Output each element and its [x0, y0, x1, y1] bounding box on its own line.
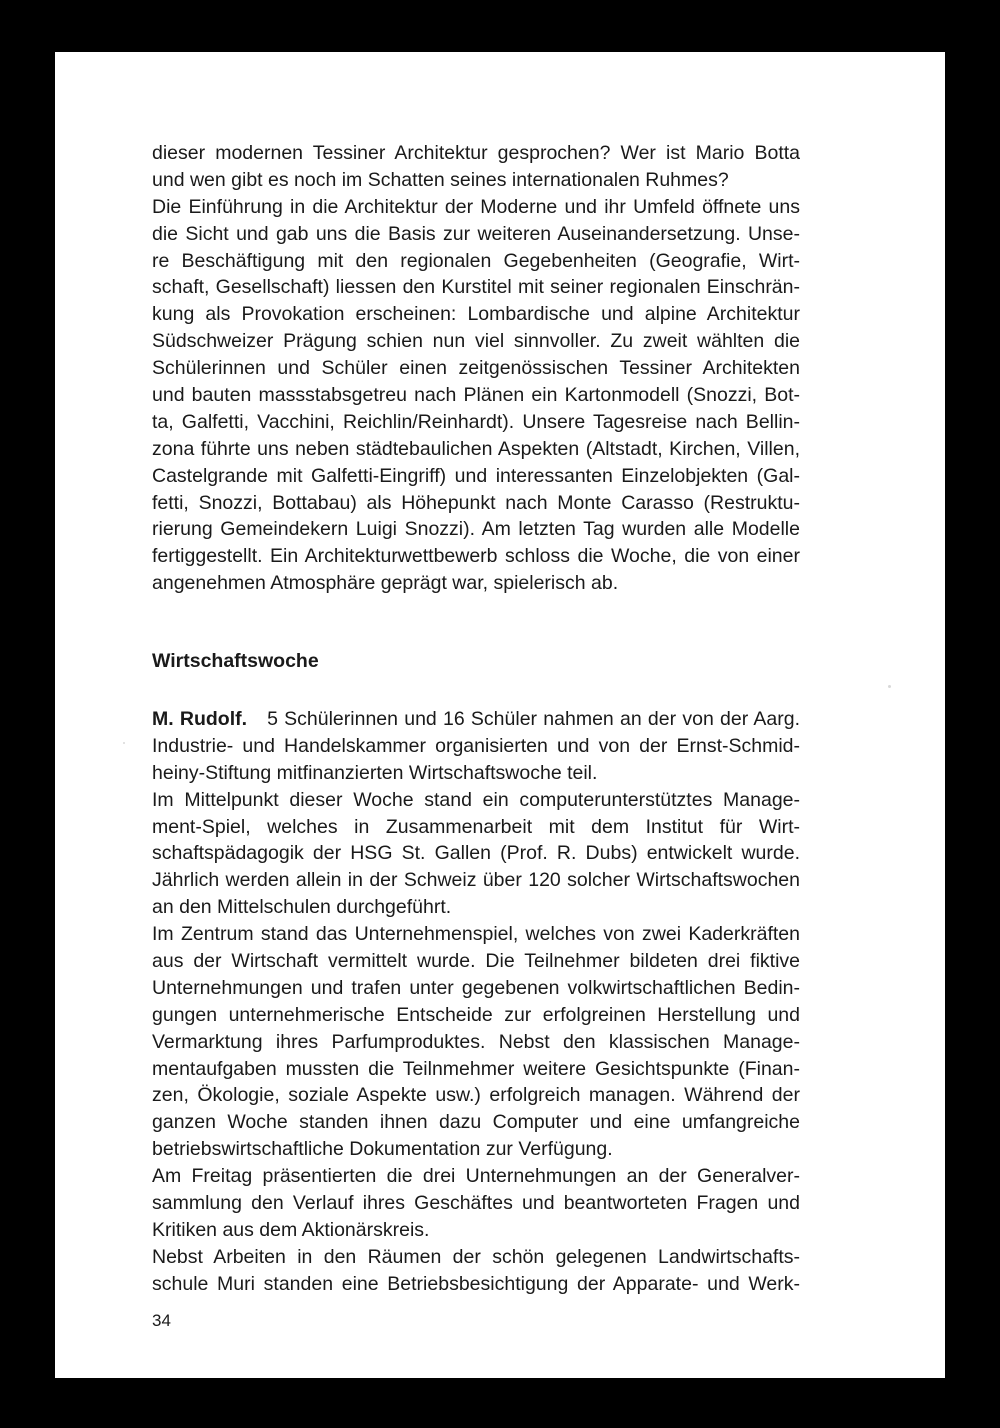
text-line: kung als Provokation erscheinen: Lombardische und alpine Architektur	[152, 303, 800, 326]
text-line: betriebswirtschaftliche Dokumentation zur Verfügung.	[152, 1138, 613, 1161]
text-line: rierung Gemeindekern Luigi Snozzi). Am letzten Tag wurden alle Modelle	[152, 518, 800, 541]
text-line: ta, Galfetti, Vacchini, Reichlin/Reinhardt). Unsere Tagesreise nach Bellin-	[152, 410, 800, 433]
document-page	[55, 52, 945, 1378]
text-line: die Sicht und gab uns die Basis zur weiteren Auseinandersetzung. Unse-	[152, 222, 800, 245]
text-line: Südschweizer Prägung schien nun viel sinnvoller. Zu zweit wählten die	[152, 330, 800, 353]
text-line: Unternehmungen und trafen unter gegebenen volkwirtschaftlichen Bedin-	[152, 976, 800, 999]
section-heading: Wirtschaftswoche	[152, 650, 319, 672]
text-line: an den Mittelschulen durchgeführt.	[152, 896, 452, 919]
text-line: ganzen Woche standen ihnen dazu Computer und eine umfangreiche	[152, 1111, 800, 1134]
text-line: gungen unternehmerische Entscheide zur erfolgreinen Herstellung und	[152, 1003, 800, 1026]
text-line: und bauten massstabsgetreu nach Plänen ein Kartonmodell (Snozzi, Bot-	[152, 384, 800, 407]
page-number: 34	[152, 1311, 171, 1330]
text-line: Vermarktung ihres Parfumproduktes. Nebst den klassischen Manage-	[152, 1030, 800, 1053]
text-line: dieser modernen Tessiner Architektur gesprochen? Wer ist Mario Botta	[152, 142, 800, 164]
text-line: heiny-Stiftung mitfinanzierten Wirtschaftswoche teil.	[152, 761, 598, 784]
text-line: Jährlich werden allein in der Schweiz über 120 solcher Wirtschaftswochen	[152, 869, 800, 892]
text-line: Kritiken aus dem Aktionärskreis.	[152, 1218, 430, 1241]
text-line: fertiggestellt. Ein Architekturwettbewerb schloss die Woche, die von einer	[152, 545, 800, 568]
text-line-with-author	[152, 706, 800, 733]
text-line: schaft, Gesellschaft) liessen den Kurstitel mit seiner regionalen Einschrän-	[152, 276, 800, 299]
section-economy-text	[152, 706, 800, 1298]
text-line: Castelgrande mit Galfetti-Eingriff) und interessanten Einzelobjekten (Gal-	[152, 464, 800, 487]
text-line: mentaufgaben mussten die Teilnmehmer weitere Gesichtspunkte (Finan-	[152, 1057, 800, 1080]
text-line: Die Einführung in die Architektur der Moderne und ihr Umfeld öffnete uns	[152, 195, 800, 218]
text-line: Industrie- und Handelskammer organisierten und von der Ernst-Schmid-	[152, 734, 800, 757]
text-line: Im Mittelpunkt dieser Woche stand ein computerunterstütztes Manage-	[152, 788, 800, 811]
text-line: Nebst Arbeiten in den Räumen der schön gelegenen Landwirtschafts-	[152, 1245, 800, 1268]
section-architecture-text	[152, 140, 800, 597]
text-line: aus der Wirtschaft vermittelt wurde. Die Teilnehmer bildeten drei fiktive	[152, 950, 800, 973]
text-line: zona führte uns neben städtebaulichen Aspekten (Altstadt, Kirchen, Villen,	[152, 437, 800, 460]
text-line: schule Muri standen eine Betriebsbesichtigung der Apparate- und Werk-	[152, 1272, 800, 1295]
text-line: sammlung den Verlauf ihres Geschäftes und beantworteten Fragen und	[152, 1192, 800, 1215]
author-name: M. Rudolf.	[152, 708, 248, 730]
text-line: re Beschäftigung mit den regionalen Gegebenheiten (Geografie, Wirt-	[152, 249, 800, 272]
scan-speck	[123, 742, 125, 744]
text-line: ment-Spiel, welches in Zusammenarbeit mit dem Institut für Wirt-	[152, 815, 800, 838]
scan-speck	[888, 685, 891, 688]
text-line: Am Freitag präsentierten die drei Unternehmungen an der Generalver-	[152, 1165, 800, 1188]
text-line: schaftspädagogik der HSG St. Gallen (Prof. R. Dubs) entwickelt wurde.	[152, 842, 800, 865]
text-line: Schülerinnen und Schüler einen zeitgenössischen Tessiner Architekten	[152, 357, 800, 380]
text-line: angenehmen Atmosphäre geprägt war, spielerisch ab.	[152, 572, 619, 595]
text-line: Im Zentrum stand das Unternehmenspiel, welches von zwei Kaderkräften	[152, 923, 800, 946]
text-line-rest: 5 Schülerinnen und 16 Schüler nahmen an der von der Aarg.	[267, 708, 800, 730]
text-line: fetti, Snozzi, Bottabau) als Höhepunkt nach Monte Carasso (Restruktu-	[152, 491, 800, 514]
text-line: zen, Ökologie, soziale Aspekte usw.) erfolgreich managen. Während der	[152, 1084, 800, 1107]
text-line: und wen gibt es noch im Schatten seines internationalen Ruhmes?	[152, 168, 729, 191]
